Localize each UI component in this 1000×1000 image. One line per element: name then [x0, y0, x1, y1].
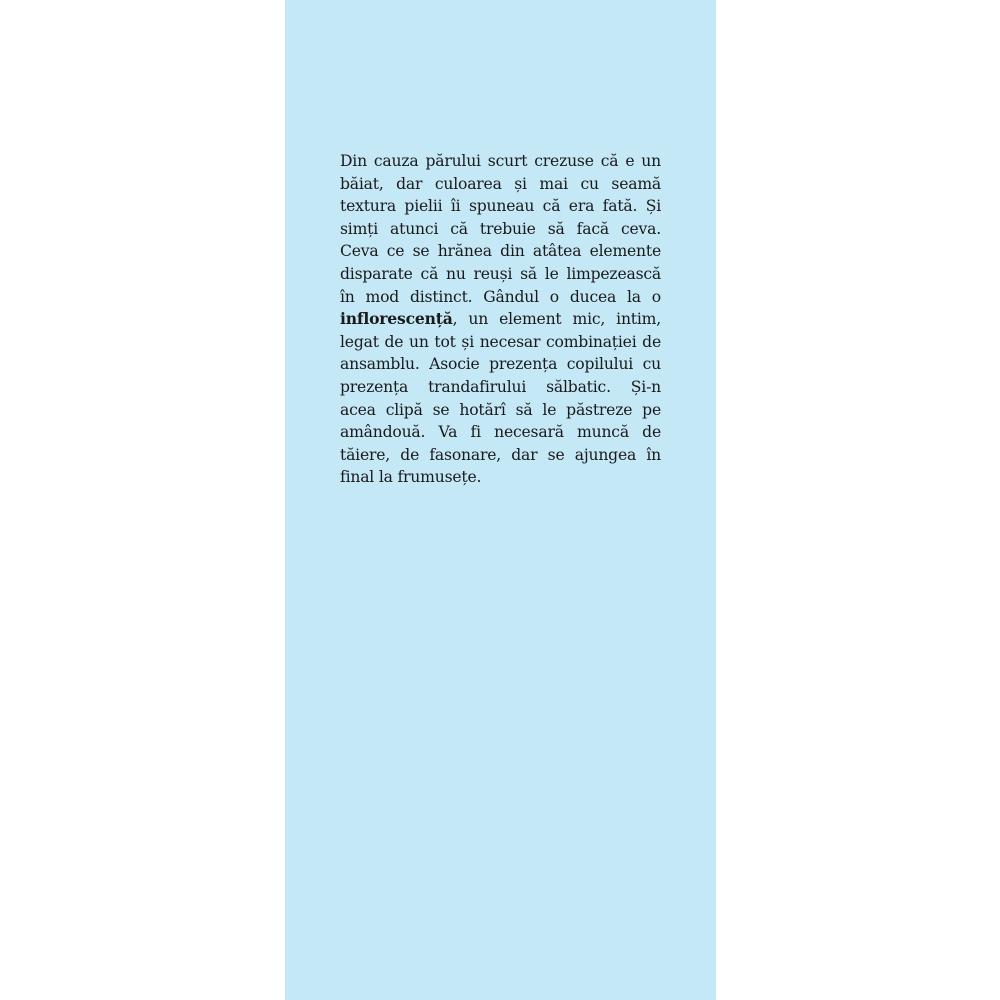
text-line-8-rest: , un element mic, intim, — [452, 310, 661, 329]
emphasis-word: inflorescență — [340, 309, 453, 329]
text-line-1: Din cauza părului scurt crezuse că e un — [340, 152, 661, 170]
text-line-13: amândouă. Va fi necesară muncă de — [340, 423, 661, 442]
body-paragraph — [340, 150, 661, 489]
text-line-5: Ceva ce se hrănea din atâtea elemente — [340, 242, 661, 261]
text-line-2: băiat, dar culoarea și mai cu seamă — [340, 174, 661, 193]
text-line-7: în mod distinct. Gândul o ducea la o — [340, 287, 661, 306]
text-line-14: tăiere, de fasonare, dar se ajungea în — [340, 445, 661, 464]
text-line-10: ansamblu. Asocie prezența copilului cu — [340, 355, 661, 374]
text-line-8 — [340, 308, 661, 331]
text-line-15: final la frumusețe. — [340, 468, 482, 487]
text-line-9: legat de un tot și necesar combinației de — [340, 332, 661, 351]
blue-panel — [285, 0, 716, 1000]
text-line-6: disparate că nu reuși să le limpezească — [340, 264, 661, 283]
text-line-11: prezența trandafirului sălbatic. Și-n — [340, 377, 661, 396]
text-line-3: textura pielii îi spuneau că era fată. Și — [340, 197, 661, 216]
text-line-12: acea clipă se hotărî să le păstreze pe — [340, 400, 661, 419]
text-line-4: simți atunci că trebuie să facă ceva. — [340, 219, 661, 238]
